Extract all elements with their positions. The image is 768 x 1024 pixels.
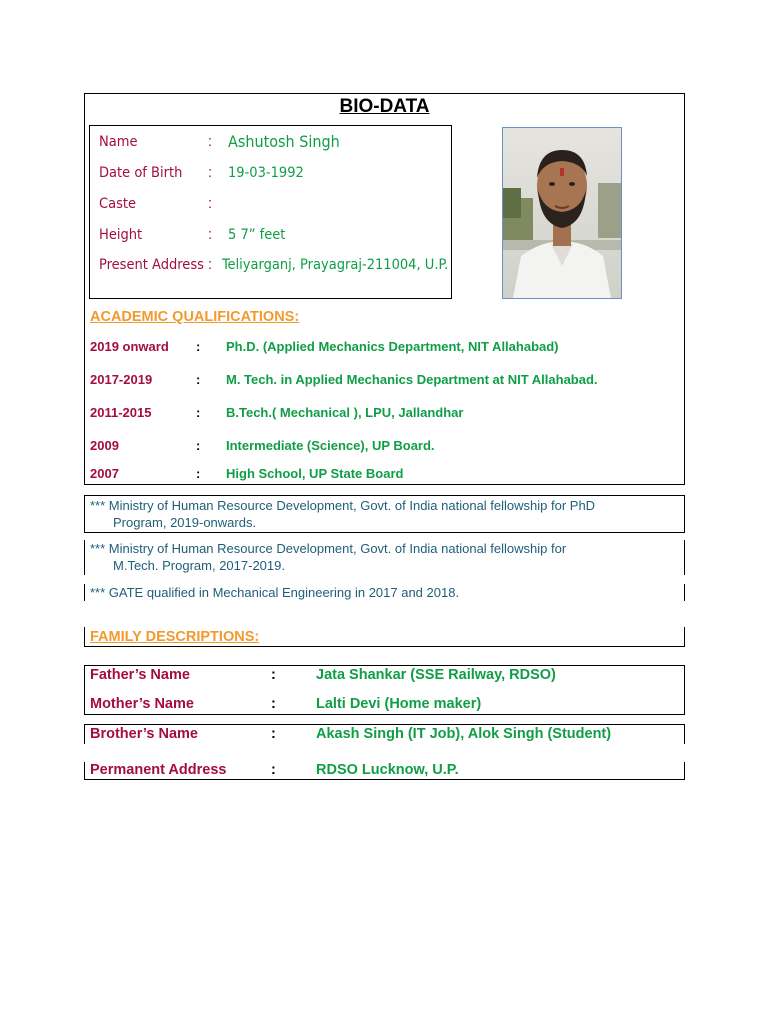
caste-label: Caste [99,196,137,212]
academic-year: 2009 [90,438,119,453]
academic-year: 2007 [90,466,119,481]
academic-detail: B.Tech.( Mechanical ), LPU, Jallandhar [226,405,464,420]
achievement-line: *** Ministry of Human Resource Development, Govt. of India national fellowship for PhD [90,498,596,513]
height-label: Height [99,227,143,243]
profile-photo [502,127,622,299]
present-address-label: Present Address [99,257,204,273]
academic-heading: ACADEMIC QUALIFICATIONS: [90,309,300,325]
family-label: Permanent Address [90,762,227,778]
page-title: BIO-DATA [339,96,430,117]
academic-year: 2011-2015 [90,405,152,420]
family-separator: : [271,667,276,683]
achievement-line: *** GATE qualified in Mechanical Engineering in 2017 and 2018. [90,585,460,600]
family-label: Mother’s Name [90,696,194,712]
family-separator: : [271,762,276,778]
present-address-value: Teliyarganj, Prayagraj-211004, U.P. [222,257,449,273]
family-separator: : [271,696,276,712]
dob-value: 19-03-1992 [228,165,304,181]
dob-label: Date of Birth [99,165,183,181]
name-label: Name [99,134,138,150]
caste-separator: : [208,196,213,212]
academic-separator: : [196,372,201,387]
height-value: 5 7” feet [228,227,286,243]
academic-detail: Intermediate (Science), UP Board. [226,438,435,453]
family-label: Father’s Name [90,667,190,683]
family-value: Jata Shankar (SSE Railway, RDSO) [316,667,556,683]
name-separator: : [208,134,213,150]
academic-year: 2017-2019 [90,372,153,387]
family-value: Lalti Devi (Home maker) [316,696,482,712]
academic-separator: : [196,339,201,354]
achievement-line: Program, 2019-onwards. [113,515,257,530]
height-separator: : [208,227,213,243]
academic-separator: : [196,438,201,453]
present-address-separator: : [208,257,213,273]
profile-photo-image [503,128,621,298]
family-heading: FAMILY DESCRIPTIONS: [90,629,260,645]
academic-detail: M. Tech. in Applied Mechanics Department at NIT Allahabad. [226,372,598,387]
dob-separator: : [208,165,213,181]
academic-year: 2019 onward [90,339,169,354]
academic-separator: : [196,466,201,481]
family-value: Akash Singh (IT Job), Alok Singh (Student) [316,726,612,742]
academic-detail: Ph.D. (Applied Mechanics Department, NIT Allahabad) [226,339,559,354]
achievement-line: *** Ministry of Human Resource Development, Govt. of India national fellowship for [90,541,567,556]
academic-separator: : [196,405,201,420]
academic-detail: High School, UP State Board [226,466,404,481]
family-label: Brother’s Name [90,726,198,742]
achievement-line: M.Tech. Program, 2017-2019. [113,558,285,573]
name-value: Ashutosh Singh [228,132,340,151]
family-separator: : [271,726,276,742]
family-value: RDSO Lucknow, U.P. [316,762,459,778]
